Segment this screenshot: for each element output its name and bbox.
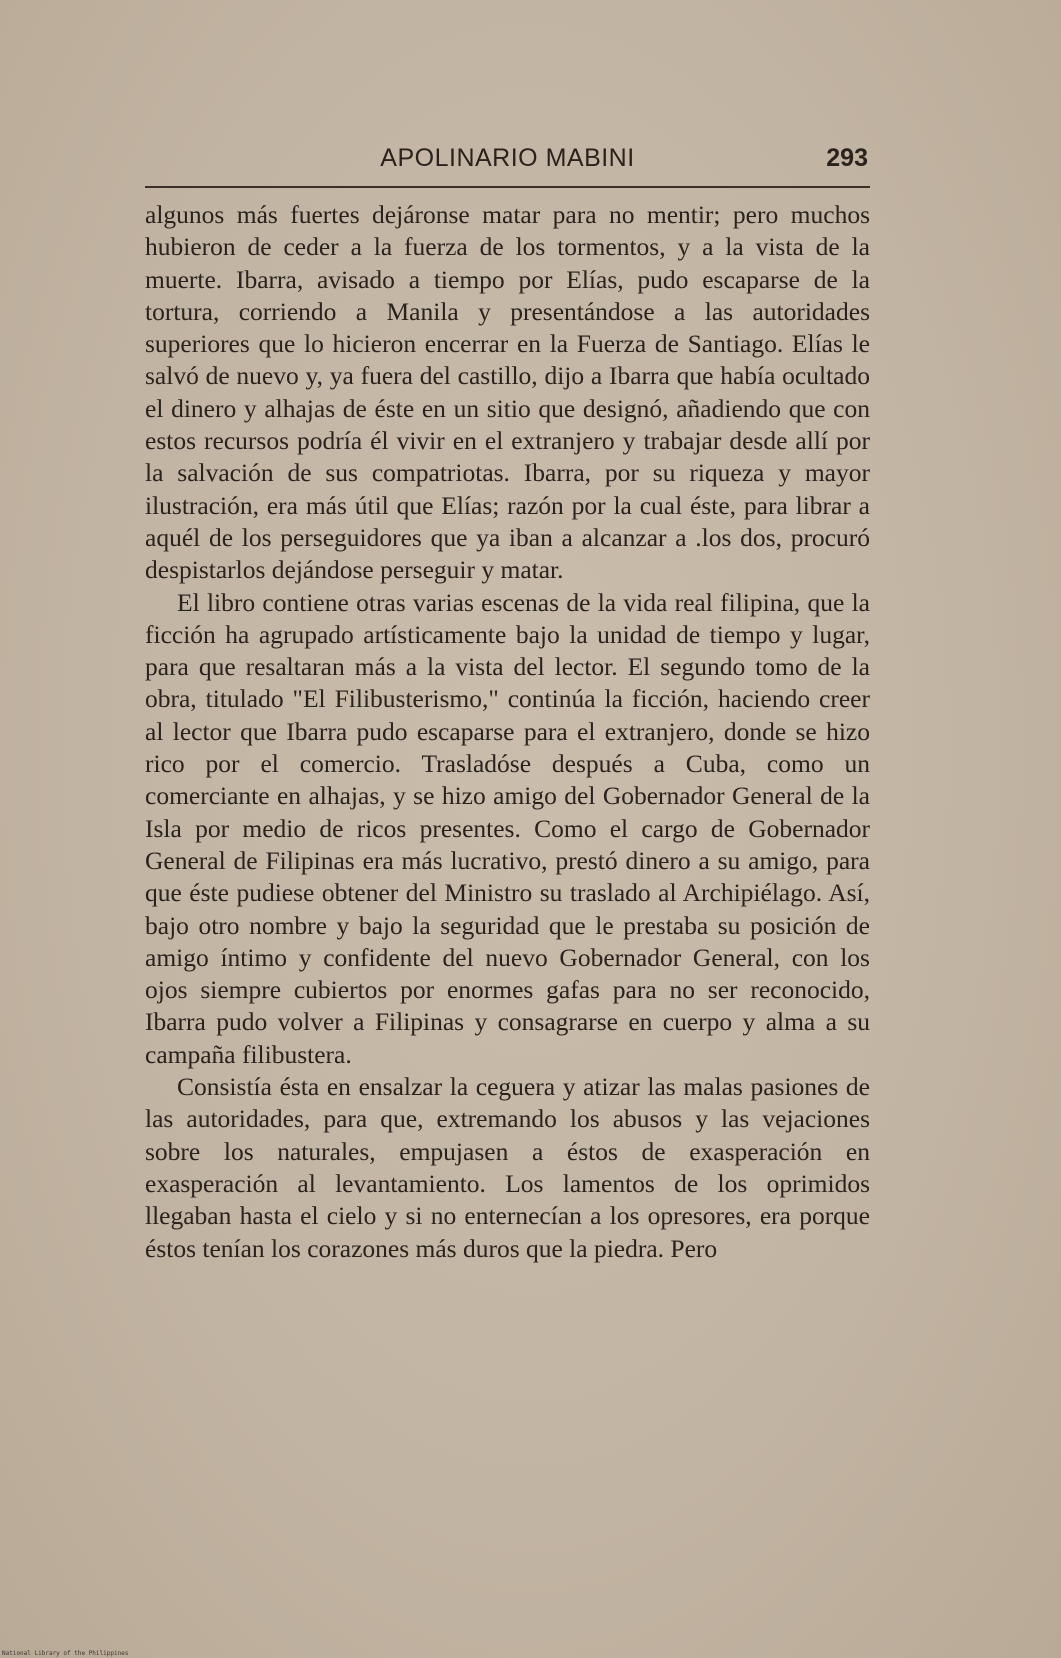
paragraph-1: algunos más fuertes dejáronse matar para no mentir; pero muchos hubieron de ceder a la fuerza de los tormentos, y a la vista de la muerte. Ibarra, avisado a tiempo por Elías, pudo escaparse de la tortura, corriendo a Manila y presentándose a las autoridades superiores que lo hicieron encerrar en la Fuerza de Santiago. Elías le salvó de nuevo y, ya fuera del castillo, dijo a Ibarra que había ocultado el dinero y alhajas de éste en un sitio que designó, añadiendo que con estos recursos podría él vivir en el extranjero y trabajar desde allí por la salvación de sus compatriotas. Ibarra, por su riqueza y mayor ilustración, era más útil que Elías; razón por la cual éste, para librar a aquél de los perseguidores que ya iban a alcanzar a .los dos, procuró despistarlos dejándose perseguir y matar. bbox=[145, 200, 870, 585]
paragraph-3: Consistía ésta en ensalzar la ceguera y atizar las malas pasiones de las autoridades, para que, extremando los abusos y las vejaciones sobre los naturales, empujasen a éstos de exasperación en exasperación al levantamiento. Los lamentos de los oprimidos llegaban hasta el cielo y si no enternecían a los opresores, era porque éstos tenían los corazones más duros que la piedra. Pero bbox=[145, 1072, 870, 1263]
page-header bbox=[145, 140, 870, 178]
body-text bbox=[145, 199, 870, 1265]
running-title: APOLINARIO MABINI bbox=[380, 144, 635, 172]
page-number: 293 bbox=[826, 144, 868, 172]
paragraph-2: El libro contiene otras varias escenas de la vida real filipina, que la ficción ha agrupado artísticamente bajo la unidad de tiempo y lugar, para que resaltaran más a la vista del lector. El segundo tomo de la obra, titulado "El Filibusterismo," continúa la ficción, haciendo creer al lector que Ibarra pudo escaparse para el extranjero, donde se hizo rico por el comercio. Trasladóse después a Cuba, como un comerciante en alhajas, y se hizo amigo del Gobernador General de la Isla por medio de ricos presentes. Como el cargo de Gobernador General de Filipinas era más lucrativo, prestó dinero a su amigo, para que éste pudiese obtener del Ministro su traslado al Archipiélago. Así, bajo otro nombre y bajo la seguridad que le prestaba su posición de amigo íntimo y confidente del nuevo Gobernador General, con los ojos siempre cubiertos por enormes gafas para no ser reconocido, Ibarra pudo volver a Filipinas y consagrarse en cuerpo y alma a su campaña filibustera. bbox=[145, 587, 870, 1069]
header-rule bbox=[145, 186, 870, 188]
library-credit: National Library of the Philippines bbox=[2, 1650, 129, 1657]
